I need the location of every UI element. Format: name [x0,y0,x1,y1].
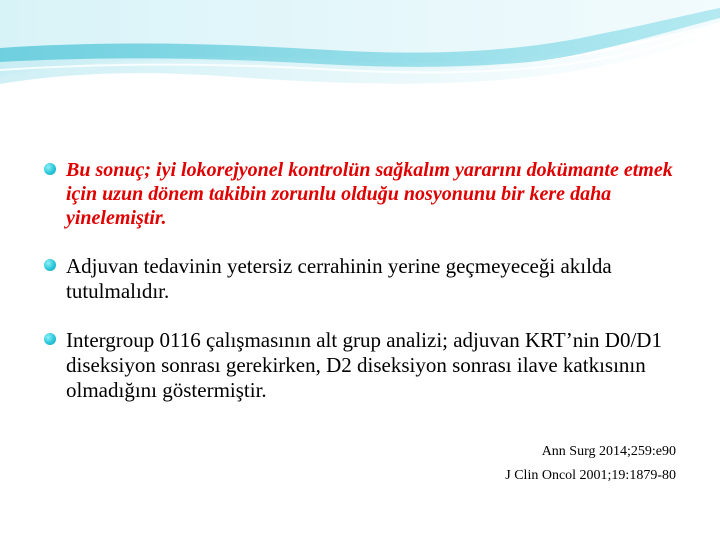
bullet-item [44,328,684,403]
bullet-dot-icon [44,163,56,175]
reference-citation: J Clin Oncol 2001;19:1879-80 [505,468,676,483]
bullet-dot-icon [44,259,56,271]
bullet-text: Bu sonuç; iyi lokorejyonel kontrolün sağkalım yararını dokümante etmek için uzun dönem takibin zorunlu olduğu nosyonunu bir kere daha yinelemiştir. [66,159,673,229]
references [505,440,676,488]
bullet-item [44,254,684,304]
bullet-text: Adjuvan tedavinin yetersiz cerrahinin yerine geçmeyeceği akılda tutulmalıdır. [66,254,612,303]
wave-header-decoration [0,0,720,90]
bullet-text: Intergroup 0116 çalışmasının alt grup analizi; adjuvan KRT’nin D0/D1 diseksiyon sonrası gerekirken, D2 diseksiyon sonrası ilave katkısının olmadığını göstermiştir. [66,328,662,402]
bullet-list [44,158,684,403]
bullet-dot-icon [44,333,56,345]
bullet-item [44,158,684,230]
reference-citation: Ann Surg 2014;259:e90 [541,444,676,459]
